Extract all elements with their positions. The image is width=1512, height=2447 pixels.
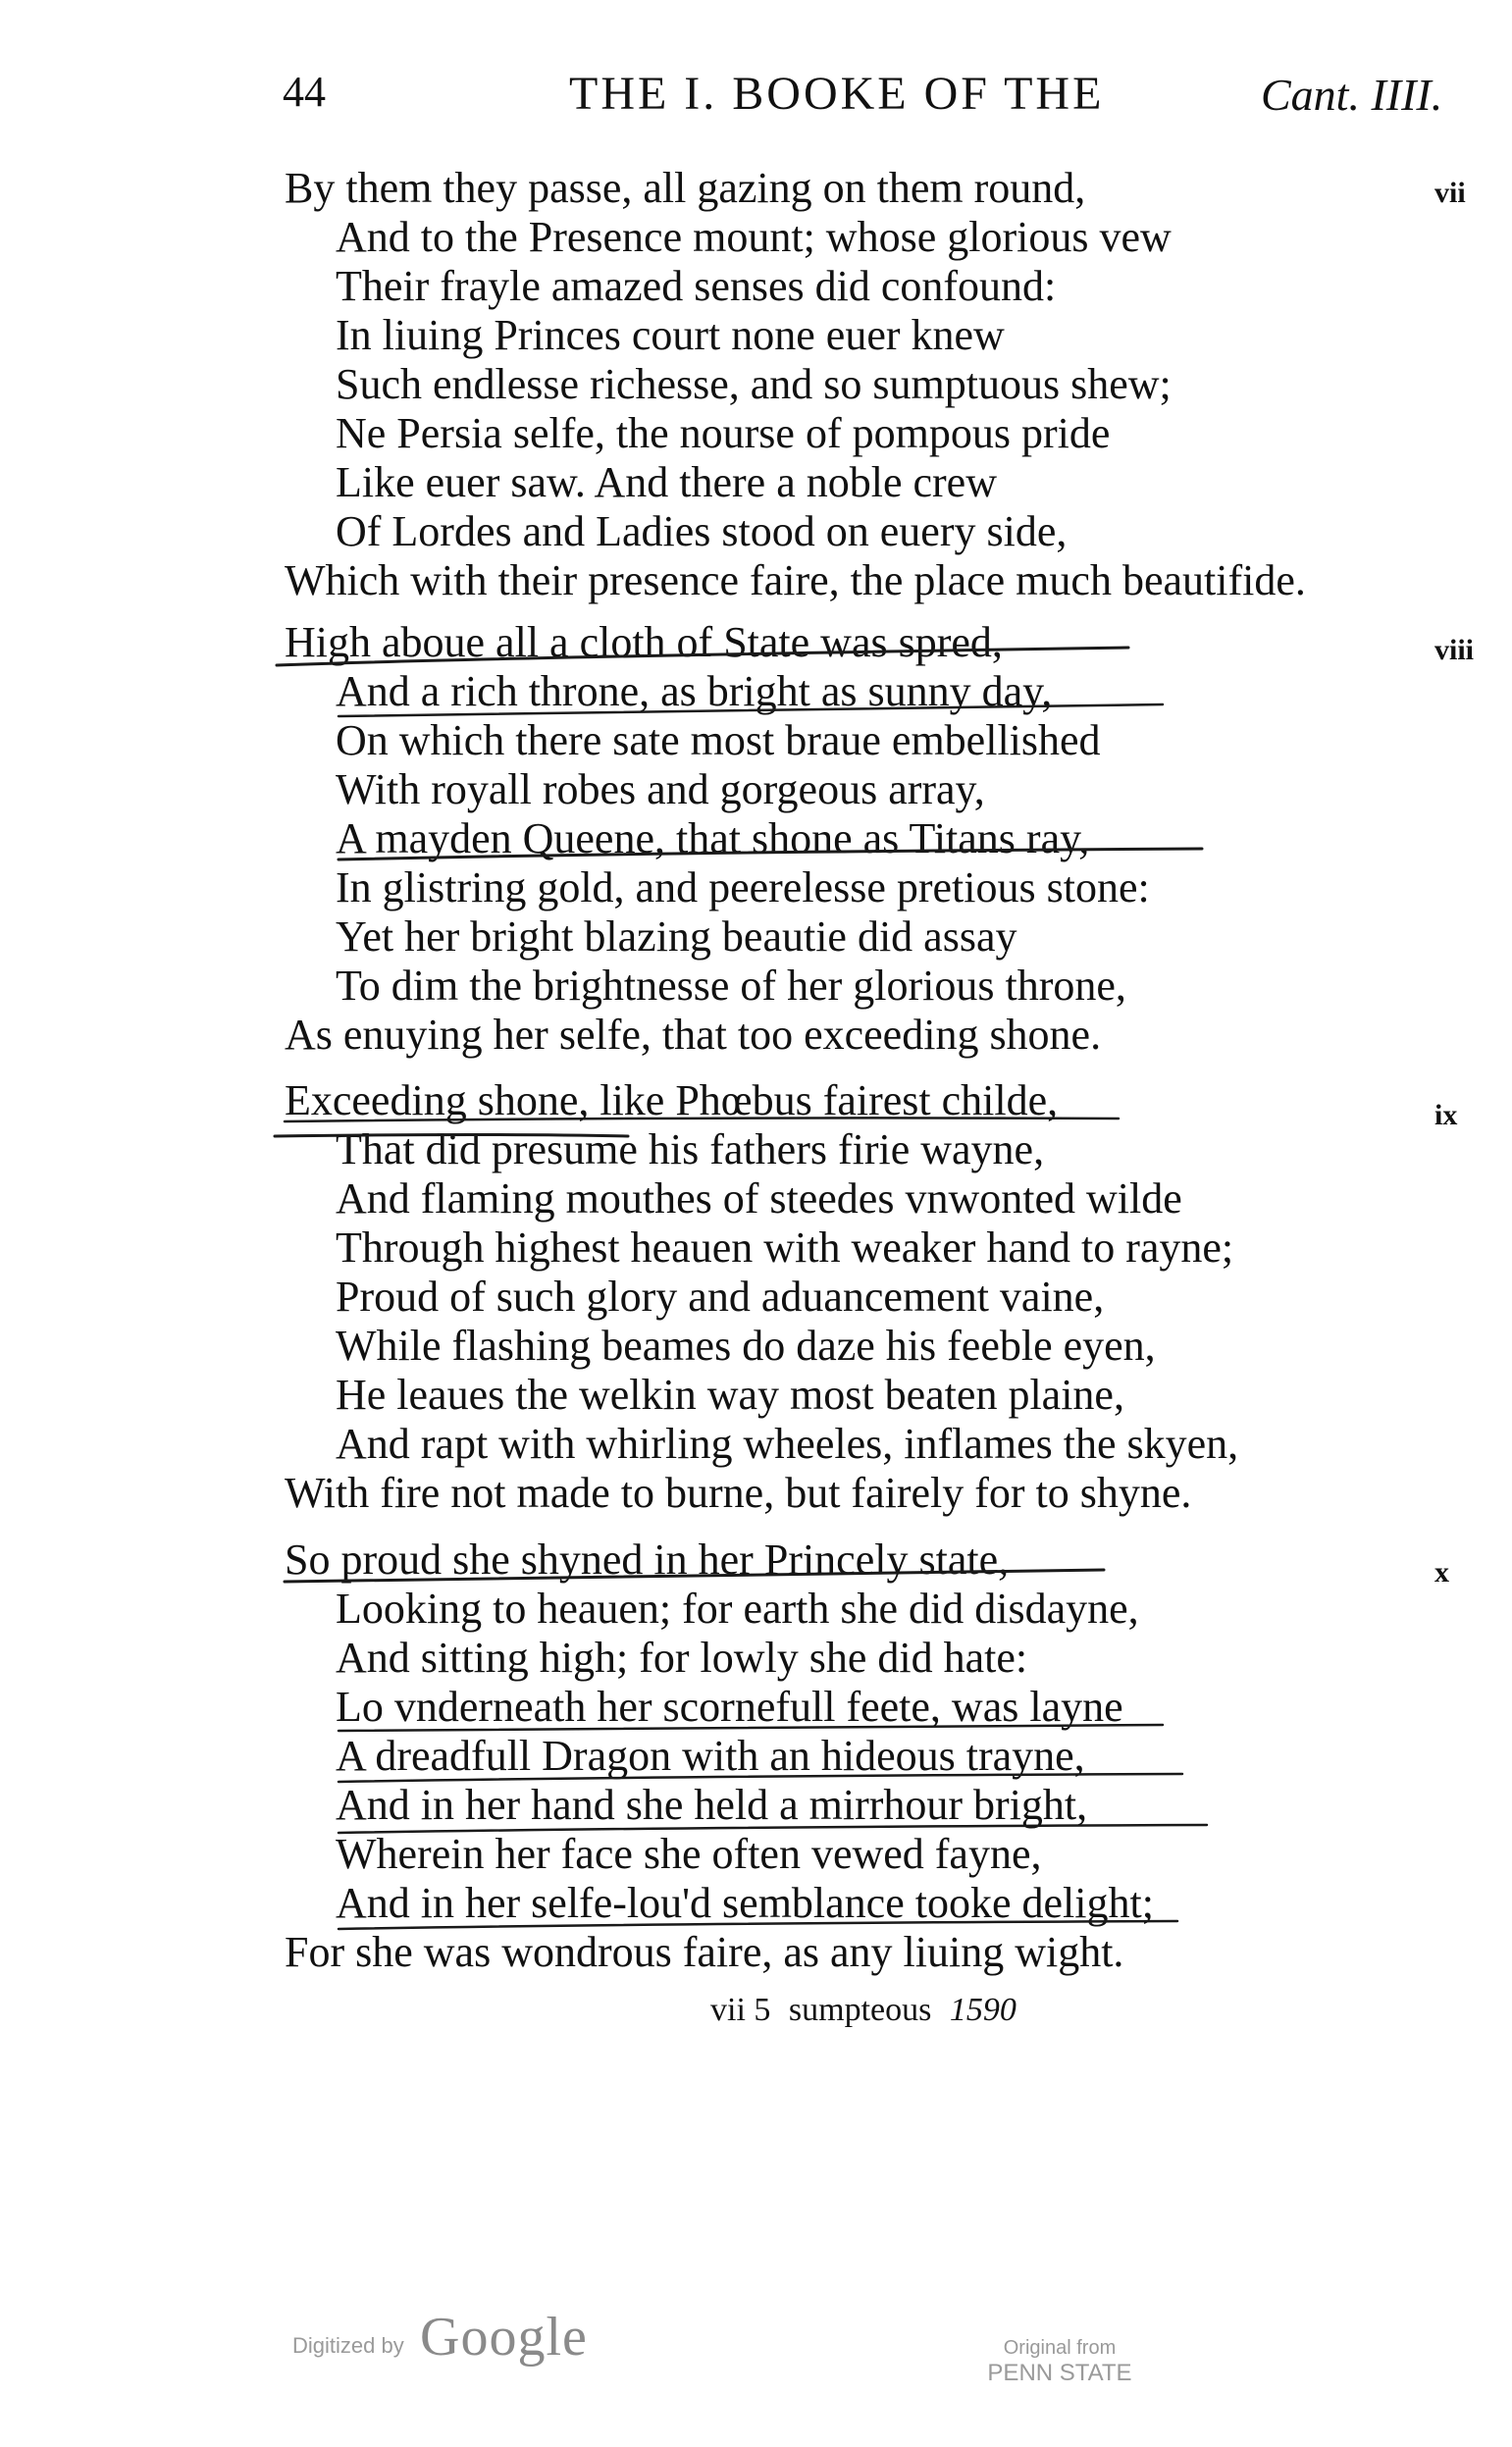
verse-line: Yet her bright blazing beautie did assay (336, 912, 1017, 961)
pen-underline (339, 1774, 1182, 1782)
verse-line: He leaues the welkin way most beaten plaine, (336, 1371, 1124, 1419)
footnote-year: 1590 (949, 1992, 1017, 2028)
textual-footnote (710, 1994, 1017, 2027)
pen-underline (285, 1570, 1104, 1582)
original-from-label: Original from (1003, 2337, 1117, 2359)
verse-line: And a rich throne, as bright as sunny day, (336, 667, 1053, 715)
canto-label: Cant. IIII. (1261, 70, 1443, 120)
footnote-ref: vii 5 (710, 1992, 771, 2028)
verse-line: Which with their presence faire, the place much beautifide. (285, 556, 1306, 604)
verse-line: And flaming mouthes of steedes vnwonted wilde (336, 1174, 1182, 1223)
verse-line: And sitting high; for lowly she did hate: (336, 1634, 1028, 1682)
stanza-marker-ix: ix (1434, 1099, 1458, 1131)
footnote-word: sumpteous (788, 1992, 932, 2028)
verse-line: And to the Presence mount; whose glorious vew (336, 213, 1172, 261)
verse-line: Ne Persia selfe, the nourse of pompous pride (336, 409, 1111, 457)
pen-underline (339, 704, 1163, 716)
verse-line: And in her selfe-lou'd semblance tooke delight; (336, 1879, 1154, 1927)
verse-line: Looking to heauen; for earth she did disdayne, (336, 1585, 1139, 1633)
page-number: 44 (283, 68, 326, 116)
verse-line: And rapt with whirling wheeles, inflames the skyen, (336, 1420, 1239, 1468)
original-source (981, 2337, 1138, 2387)
pen-underline (339, 1725, 1163, 1731)
verse-line: High aboue all a cloth of State was spred, (285, 618, 1003, 666)
verse-line: Proud of such glory and aduancement vaine, (336, 1273, 1105, 1321)
verse-line: Such endlesse richesse, and so sumptuous shew; (336, 360, 1172, 408)
pen-underline (339, 1921, 1177, 1929)
pen-underline (277, 648, 1128, 665)
verse-line: With fire not made to burne, but fairely for to shyne. (285, 1469, 1192, 1517)
verse-line: Lo vnderneath her scornefull feete, was layne (336, 1683, 1123, 1731)
stanza-marker-viii: viii (1434, 634, 1475, 666)
verse-line: That did presume his fathers firie wayne, (336, 1125, 1045, 1173)
verse-line: Their frayle amazed senses did confound: (336, 262, 1057, 310)
verse-line: So proud she shyned in her Princely state, (285, 1536, 1010, 1584)
verse-line: In liuing Princes court none euer knew (336, 311, 1005, 359)
verse-line: A dreadfull Dragon with an hideous trayne, (336, 1732, 1085, 1780)
google-logo: Google (420, 2307, 588, 2368)
digitized-by-label: Digitized by (292, 2333, 404, 2358)
verse-line: In glistring gold, and peerelesse pretious stone: (336, 863, 1150, 911)
verse-line: By them they passe, all gazing on them round, (285, 164, 1086, 212)
pen-underline (339, 849, 1202, 859)
source-library: PENN STATE (987, 2360, 1132, 2386)
verse-line: To dim the brightnesse of her glorious throne, (336, 962, 1126, 1010)
verse-line: Wherein her face she often vewed fayne, (336, 1830, 1042, 1878)
verse-line: On which there sate most braue embellished (336, 716, 1101, 764)
verse-line: As enuying her selfe, that too exceeding shone. (285, 1011, 1102, 1059)
verse-line: Through highest heauen with weaker hand to rayne; (336, 1224, 1234, 1272)
verse-line: With royall robes and gorgeous array, (336, 765, 985, 813)
verse-line: While flashing beames do daze his feeble eyen, (336, 1322, 1156, 1370)
running-title: THE I. BOOKE OF THE (569, 68, 1105, 120)
verse-line: Exceeding shone, like Phœbus fairest childe, (285, 1076, 1059, 1124)
pen-underline (285, 1118, 1119, 1121)
verse-line: A mayden Queene, that shone as Titans ray, (336, 814, 1090, 862)
verse-line: Like euer saw. And there a noble crew (336, 458, 997, 506)
pen-underline (339, 1825, 1207, 1833)
pen-underline (275, 1135, 628, 1137)
verse-line: Of Lordes and Ladies stood on euery side, (336, 507, 1068, 555)
stanza-marker-vii: vii (1434, 177, 1466, 209)
verse-line: For she was wondrous faire, as any liuing wight. (285, 1928, 1124, 1976)
verse-line: And in her hand she held a mirrhour bright, (336, 1781, 1088, 1829)
stanza-marker-x: x (1434, 1556, 1449, 1588)
